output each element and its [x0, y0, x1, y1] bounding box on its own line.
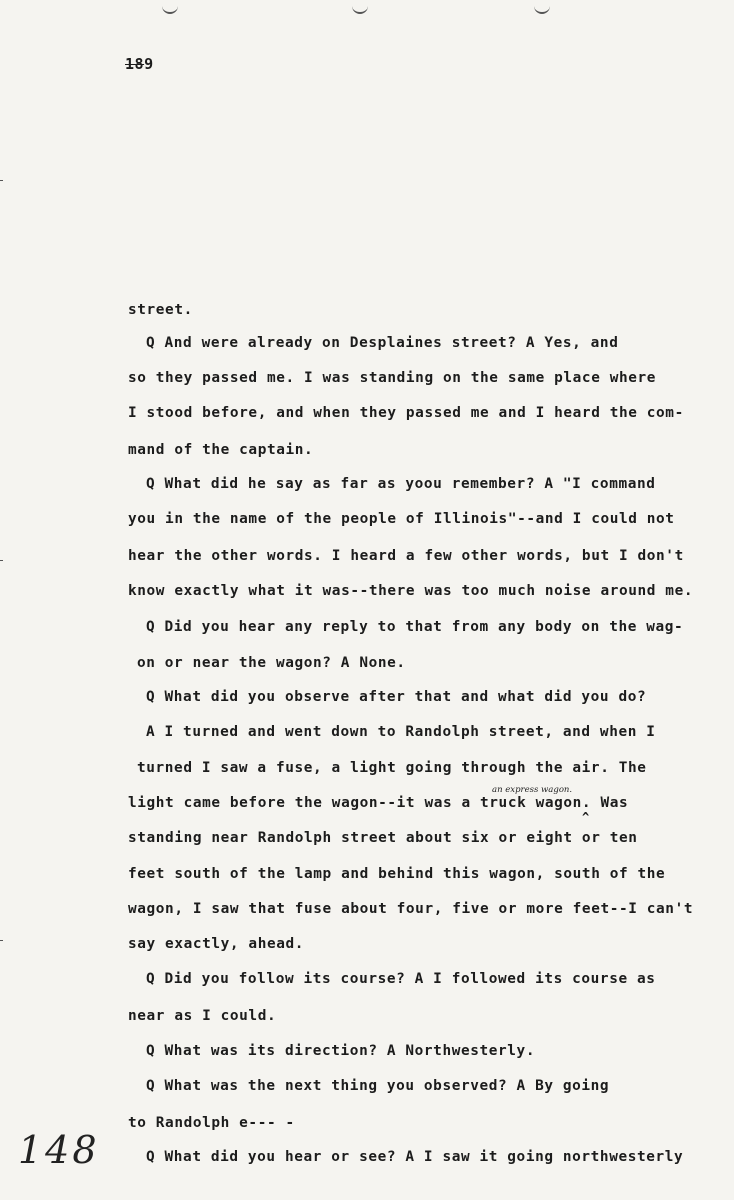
text-line: to Randolph e--- - — [128, 1115, 295, 1131]
page-number-struck: 18 — [125, 55, 145, 73]
text-line: Q What did he say as far as yoou remember? A "I command — [146, 476, 656, 492]
page-number-digit: 9 — [144, 55, 154, 73]
text-line: wagon, I saw that fuse about four, five or more feet--I can't — [128, 901, 694, 917]
punch-mark — [534, 4, 550, 14]
text-line: you in the name of the people of Illinois"--and I could not — [128, 511, 675, 527]
punch-mark — [162, 4, 178, 14]
text-line: Q What did you hear or see? A I saw it going northwesterly — [146, 1149, 684, 1165]
text-line: standing near Randolph street about six or eight or ten — [128, 830, 638, 846]
handwritten-margin-number: 148 — [18, 1128, 100, 1172]
text-line: feet south of the lamp and behind this wagon, south of the — [128, 866, 666, 882]
text-line: so they passed me. I was standing on the same place where — [128, 370, 657, 386]
text-line: light came before the wagon--it was a truck wagon. Was — [128, 795, 629, 811]
text-line: A I turned and went down to Randolph street, and when I — [146, 724, 656, 740]
text-line: Q What was the next thing you observed? A By going — [146, 1078, 610, 1094]
insertion-caret: ^ — [582, 810, 590, 824]
page-number — [125, 55, 154, 73]
text-line: Q Did you hear any reply to that from any body on the wag- — [146, 619, 684, 635]
text-line: mand of the captain. — [128, 442, 314, 458]
text-line: Q What was its direction? A Northwesterly. — [146, 1043, 536, 1059]
edge-mark — [0, 180, 3, 181]
text-line: near as I could. — [128, 1008, 277, 1024]
text-line: Q What did you observe after that and what did you do? — [146, 689, 647, 705]
punch-marks — [0, 4, 734, 24]
edge-mark — [0, 940, 3, 941]
text-line: know exactly what it was--there was too much noise around me. — [128, 583, 694, 599]
text-line: Q Did you follow its course? A I followed its course as — [146, 971, 656, 987]
text-line: Q And were already on Desplaines street? A Yes, and — [146, 335, 619, 351]
edge-mark — [0, 560, 3, 561]
text-line: street. — [128, 302, 193, 318]
text-line: I stood before, and when they passed me and I heard the com- — [128, 405, 684, 421]
punch-mark — [352, 4, 368, 14]
text-line: turned I saw a fuse, a light going through the air. The — [137, 760, 647, 776]
handwritten-interlineation: an express wagon. — [492, 785, 573, 795]
text-line: on or near the wagon? A None. — [137, 655, 406, 671]
text-line: hear the other words. I heard a few other words, but I don't — [128, 548, 684, 564]
text-line: say exactly, ahead. — [128, 936, 305, 952]
